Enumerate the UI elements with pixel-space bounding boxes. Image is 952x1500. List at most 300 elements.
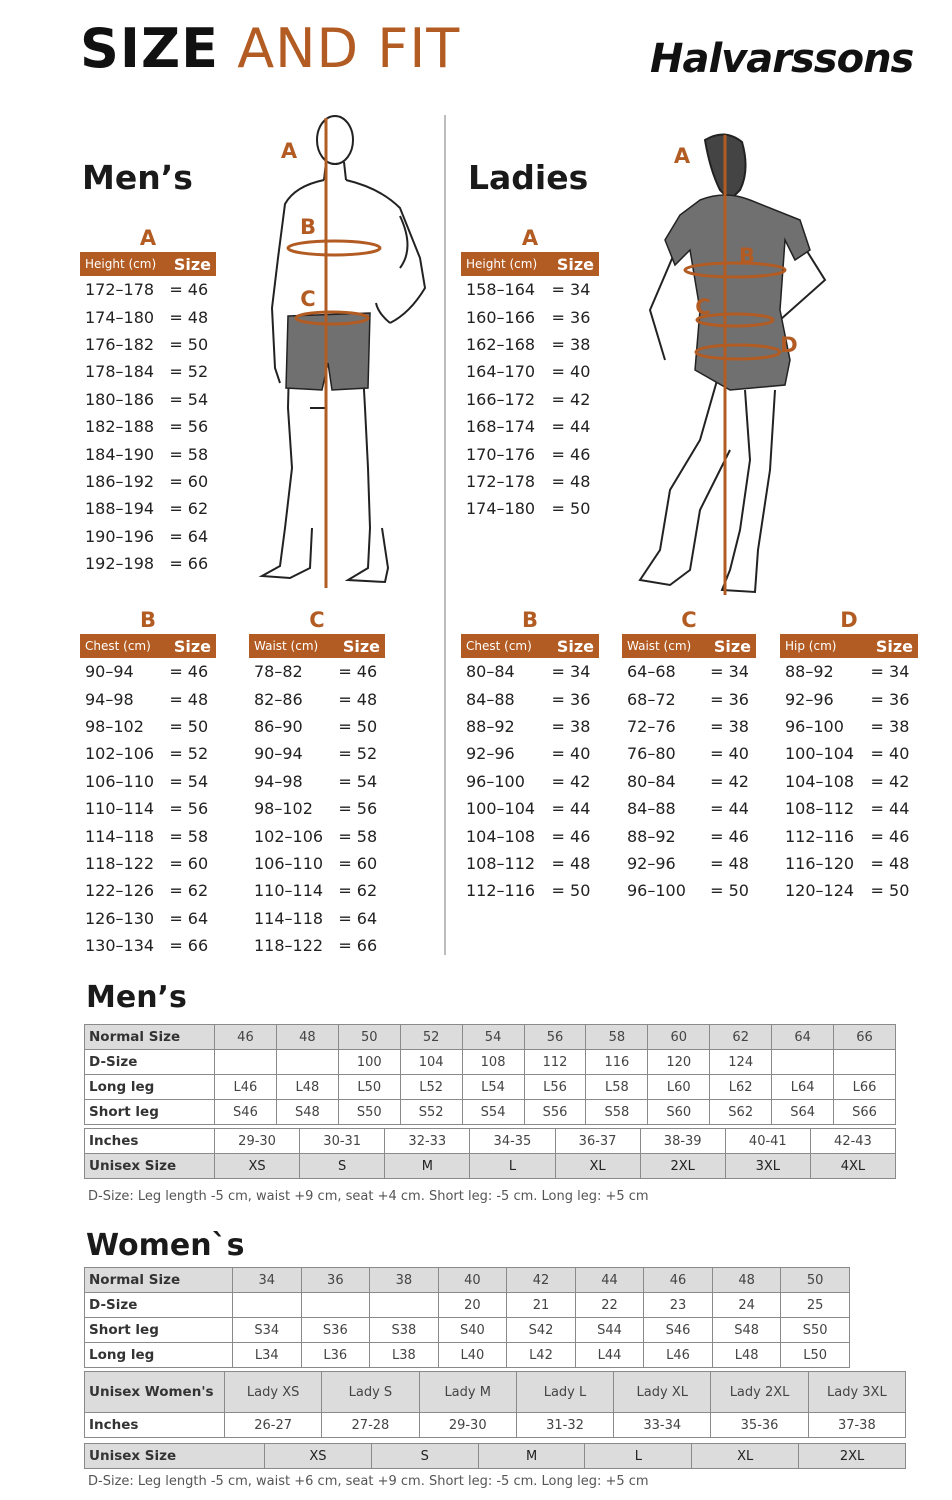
range-cell: 126–130 bbox=[85, 908, 155, 928]
table-header bbox=[80, 252, 216, 276]
grid-cell: S64 bbox=[772, 1100, 834, 1125]
size-cell: = 36 bbox=[551, 689, 591, 709]
range-cell: 100–104 bbox=[466, 799, 536, 819]
table-row bbox=[249, 713, 385, 740]
size-cell: = 50 bbox=[710, 881, 749, 901]
grid-cell: 34 bbox=[233, 1268, 302, 1293]
range-cell: 98–102 bbox=[254, 799, 313, 819]
mens-normal-row bbox=[85, 1025, 896, 1050]
range-cell: 114–118 bbox=[254, 908, 324, 928]
size-cell: = 52 bbox=[169, 362, 209, 382]
size-cell: = 64 bbox=[169, 908, 209, 928]
range-cell: 110–114 bbox=[85, 799, 155, 819]
size-cell: = 48 bbox=[169, 689, 209, 709]
range-cell: 94–98 bbox=[85, 689, 134, 709]
grid-cell: XS bbox=[215, 1154, 300, 1179]
header-size: Size bbox=[173, 636, 211, 656]
grid-cell: 46 bbox=[644, 1268, 713, 1293]
size-cell: = 48 bbox=[551, 471, 591, 491]
table-row bbox=[461, 822, 599, 849]
grid-cell: 30-31 bbox=[300, 1129, 385, 1154]
mens-grid-heading: Men’s bbox=[86, 980, 187, 1015]
grid-cell: S38 bbox=[370, 1318, 439, 1343]
grid-cell: 34-35 bbox=[470, 1129, 555, 1154]
range-cell: 120–124 bbox=[785, 881, 855, 901]
table-row bbox=[80, 523, 216, 550]
grid-cell: 112 bbox=[524, 1050, 586, 1075]
table-row bbox=[80, 795, 216, 822]
range-cell: 84–88 bbox=[627, 799, 676, 819]
mens-short-row bbox=[85, 1100, 896, 1125]
grid-cell: S bbox=[371, 1444, 478, 1469]
row-label: D-Size bbox=[85, 1050, 215, 1075]
grid-cell: S56 bbox=[524, 1100, 586, 1125]
title-light: AND FIT bbox=[237, 17, 461, 80]
womens-unisex-women-row bbox=[85, 1372, 906, 1413]
table-row bbox=[249, 685, 385, 712]
grid-cell: M bbox=[385, 1154, 470, 1179]
table-row bbox=[249, 658, 385, 685]
grid-cell: 38 bbox=[370, 1268, 439, 1293]
grid-cell: Lady XS bbox=[225, 1372, 322, 1413]
header-size: Size bbox=[875, 636, 913, 656]
ladies-height-table bbox=[461, 226, 599, 523]
table-row bbox=[461, 740, 599, 767]
mens-footnote: D-Size: Leg length -5 cm, waist +9 cm, seat +4 cm. Short leg: -5 cm. Long leg: +5 cm bbox=[88, 1189, 649, 1204]
table-header bbox=[249, 634, 385, 658]
range-cell: 172–178 bbox=[466, 471, 536, 491]
table-row bbox=[249, 877, 385, 904]
grid-cell: L54 bbox=[462, 1075, 524, 1100]
size-cell: = 62 bbox=[338, 881, 378, 901]
grid-cell: 32-33 bbox=[385, 1129, 470, 1154]
grid-cell: 120 bbox=[648, 1050, 710, 1075]
table-header bbox=[622, 634, 756, 658]
range-cell: 94–98 bbox=[254, 771, 303, 791]
range-cell: 118–122 bbox=[85, 853, 155, 873]
range-cell: 92–96 bbox=[785, 689, 834, 709]
range-cell: 92–96 bbox=[466, 744, 515, 764]
range-cell: 72–76 bbox=[627, 716, 676, 736]
grid-cell bbox=[370, 1293, 439, 1318]
header-size: Size bbox=[556, 636, 594, 656]
table-row bbox=[461, 685, 599, 712]
range-cell: 106–110 bbox=[85, 771, 155, 791]
range-cell: 192–198 bbox=[85, 554, 155, 574]
table-row bbox=[461, 877, 599, 904]
table-row bbox=[780, 768, 918, 795]
grid-cell: 62 bbox=[710, 1025, 772, 1050]
table-row bbox=[622, 740, 756, 767]
grid-cell: S bbox=[300, 1154, 385, 1179]
size-cell: = 34 bbox=[870, 662, 910, 682]
size-cell: = 46 bbox=[338, 662, 378, 682]
range-cell: 108–112 bbox=[466, 853, 536, 873]
size-cell: = 36 bbox=[710, 689, 749, 709]
grid-cell: L40 bbox=[438, 1343, 507, 1368]
range-cell: 112–116 bbox=[466, 881, 536, 901]
table-row bbox=[80, 768, 216, 795]
size-cell: = 48 bbox=[870, 853, 910, 873]
grid-cell: 116 bbox=[586, 1050, 648, 1075]
table-row bbox=[780, 822, 918, 849]
grid-cell: 66 bbox=[834, 1025, 896, 1050]
size-cell: = 42 bbox=[551, 771, 591, 791]
grid-cell: L46 bbox=[215, 1075, 277, 1100]
grid-cell: L34 bbox=[233, 1343, 302, 1368]
grid-cell: S46 bbox=[644, 1318, 713, 1343]
men-figure-letter-a: A bbox=[280, 139, 298, 163]
table-row bbox=[461, 440, 599, 467]
ladies-figure-letter-b: B bbox=[738, 244, 755, 268]
grid-cell: Lady 3XL bbox=[808, 1372, 905, 1413]
womens-size-grid bbox=[84, 1267, 850, 1368]
range-cell: 64–68 bbox=[627, 662, 676, 682]
column-divider bbox=[444, 115, 446, 955]
grid-cell bbox=[276, 1050, 338, 1075]
table-row bbox=[249, 822, 385, 849]
range-cell: 122–126 bbox=[85, 881, 155, 901]
row-label: Inches bbox=[85, 1129, 215, 1154]
grid-cell: L bbox=[470, 1154, 555, 1179]
size-cell: = 52 bbox=[338, 744, 378, 764]
size-cell: = 38 bbox=[710, 716, 749, 736]
grid-cell: 58 bbox=[586, 1025, 648, 1050]
size-cell: = 42 bbox=[710, 771, 749, 791]
grid-cell bbox=[772, 1050, 834, 1075]
size-cell: = 66 bbox=[169, 554, 209, 574]
grid-cell: 46 bbox=[215, 1025, 277, 1050]
table-header bbox=[780, 634, 918, 658]
grid-cell: 22 bbox=[575, 1293, 644, 1318]
table-row bbox=[249, 932, 385, 959]
row-label: Inches bbox=[85, 1413, 225, 1438]
ladies-hip-table bbox=[780, 608, 918, 905]
size-cell: = 34 bbox=[710, 662, 749, 682]
mens-size-grid-lower bbox=[84, 1128, 896, 1179]
page-title bbox=[80, 17, 461, 80]
size-cell: = 50 bbox=[169, 716, 209, 736]
size-cell: = 60 bbox=[338, 853, 378, 873]
men-figure-illustration bbox=[250, 108, 440, 593]
grid-cell: Lady 2XL bbox=[711, 1372, 808, 1413]
range-cell: 166–172 bbox=[466, 389, 536, 409]
range-cell: 190–196 bbox=[85, 526, 155, 546]
table-row bbox=[80, 713, 216, 740]
size-cell: = 56 bbox=[169, 799, 209, 819]
table-row bbox=[80, 905, 216, 932]
size-cell: = 64 bbox=[169, 526, 209, 546]
size-cell: = 66 bbox=[169, 936, 209, 956]
grid-cell: 31-32 bbox=[516, 1413, 613, 1438]
size-cell: = 40 bbox=[551, 744, 591, 764]
grid-cell: S48 bbox=[712, 1318, 781, 1343]
size-cell: = 48 bbox=[338, 689, 378, 709]
row-label: Long leg bbox=[85, 1343, 233, 1368]
grid-cell: S66 bbox=[834, 1100, 896, 1125]
grid-cell: XS bbox=[265, 1444, 372, 1469]
range-cell: 118–122 bbox=[254, 936, 324, 956]
size-cell: = 40 bbox=[710, 744, 749, 764]
size-cell: = 38 bbox=[870, 716, 910, 736]
table-row bbox=[80, 932, 216, 959]
grid-cell: L38 bbox=[370, 1343, 439, 1368]
grid-cell: S48 bbox=[276, 1100, 338, 1125]
size-cell: = 50 bbox=[551, 499, 591, 519]
size-cell: = 50 bbox=[338, 716, 378, 736]
grid-cell: L58 bbox=[586, 1075, 648, 1100]
mens-long-row bbox=[85, 1075, 896, 1100]
range-cell: 102–106 bbox=[254, 826, 324, 846]
mens-unisex-row bbox=[85, 1154, 896, 1179]
table-row bbox=[622, 850, 756, 877]
size-cell: = 36 bbox=[551, 307, 591, 327]
size-cell: = 42 bbox=[551, 389, 591, 409]
ladies-heading: Ladies bbox=[468, 158, 589, 197]
table-row bbox=[249, 905, 385, 932]
grid-cell: 50 bbox=[338, 1025, 400, 1050]
ladies-figure-letter-a: A bbox=[673, 144, 691, 168]
grid-cell: L48 bbox=[276, 1075, 338, 1100]
size-cell: = 64 bbox=[338, 908, 378, 928]
grid-cell: 26-27 bbox=[225, 1413, 322, 1438]
womens-unisex-row bbox=[85, 1444, 906, 1469]
table-row bbox=[622, 877, 756, 904]
womens-dsize-row bbox=[85, 1293, 850, 1318]
grid-cell: 38-39 bbox=[640, 1129, 725, 1154]
range-cell: 158–164 bbox=[466, 280, 536, 300]
range-cell: 130–134 bbox=[85, 936, 155, 956]
grid-cell: S54 bbox=[462, 1100, 524, 1125]
range-cell: 82–86 bbox=[254, 689, 303, 709]
grid-cell: L64 bbox=[772, 1075, 834, 1100]
size-cell: = 46 bbox=[169, 280, 209, 300]
womens-footnote: D-Size: Leg length -5 cm, waist +6 cm, seat +9 cm. Short leg: -5 cm. Long leg: +5 cm bbox=[88, 1474, 649, 1489]
size-cell: = 54 bbox=[338, 771, 378, 791]
row-label: Normal Size bbox=[85, 1268, 233, 1293]
grid-cell: 60 bbox=[648, 1025, 710, 1050]
table-row bbox=[249, 850, 385, 877]
size-cell: = 56 bbox=[338, 799, 378, 819]
table-row bbox=[80, 850, 216, 877]
grid-cell: S36 bbox=[301, 1318, 370, 1343]
range-cell: 164–170 bbox=[466, 362, 536, 382]
table-row bbox=[461, 358, 599, 385]
grid-cell: L36 bbox=[301, 1343, 370, 1368]
range-cell: 170–176 bbox=[466, 444, 536, 464]
size-cell: = 58 bbox=[169, 444, 209, 464]
size-cell: = 50 bbox=[169, 334, 209, 354]
ladies-figure-illustration bbox=[630, 130, 840, 600]
grid-cell: 42-43 bbox=[810, 1129, 895, 1154]
table-row bbox=[80, 877, 216, 904]
grid-cell: L50 bbox=[781, 1343, 850, 1368]
grid-cell: 52 bbox=[400, 1025, 462, 1050]
ladies-figure-letter-c: C bbox=[695, 295, 711, 319]
size-cell: = 46 bbox=[870, 826, 910, 846]
size-cell: = 62 bbox=[169, 881, 209, 901]
grid-cell: 2XL bbox=[640, 1154, 725, 1179]
size-cell: = 46 bbox=[551, 826, 591, 846]
size-cell: = 48 bbox=[710, 853, 749, 873]
range-cell: 174–180 bbox=[466, 499, 536, 519]
grid-cell: S58 bbox=[586, 1100, 648, 1125]
grid-cell bbox=[301, 1293, 370, 1318]
size-cell: = 52 bbox=[169, 744, 209, 764]
size-cell: = 44 bbox=[551, 799, 591, 819]
grid-cell: 108 bbox=[462, 1050, 524, 1075]
size-cell: = 54 bbox=[169, 771, 209, 791]
range-cell: 186–192 bbox=[85, 471, 155, 491]
table-row bbox=[80, 685, 216, 712]
row-label: Normal Size bbox=[85, 1025, 215, 1050]
womens-grid-heading: Women`s bbox=[86, 1228, 245, 1263]
table-header bbox=[80, 634, 216, 658]
table-row bbox=[80, 495, 216, 522]
grid-cell: XL bbox=[692, 1444, 799, 1469]
size-cell: = 60 bbox=[169, 471, 209, 491]
range-cell: 86–90 bbox=[254, 716, 303, 736]
table-row bbox=[780, 685, 918, 712]
table-row bbox=[622, 768, 756, 795]
size-cell: = 58 bbox=[169, 826, 209, 846]
row-label: Unisex Women's bbox=[85, 1372, 225, 1413]
table-row bbox=[80, 386, 216, 413]
table-letter: A bbox=[521, 226, 539, 250]
table-row bbox=[80, 358, 216, 385]
size-cell: = 40 bbox=[870, 744, 910, 764]
grid-cell: Lady XL bbox=[614, 1372, 711, 1413]
grid-cell: XL bbox=[555, 1154, 640, 1179]
table-row bbox=[622, 658, 756, 685]
table-row bbox=[780, 877, 918, 904]
range-cell: 90–94 bbox=[254, 744, 303, 764]
table-row bbox=[80, 822, 216, 849]
mens-inches-row bbox=[85, 1129, 896, 1154]
range-cell: 114–118 bbox=[85, 826, 155, 846]
grid-cell: 35-36 bbox=[711, 1413, 808, 1438]
size-cell: = 34 bbox=[551, 280, 591, 300]
table-row bbox=[622, 822, 756, 849]
size-cell: = 44 bbox=[870, 799, 910, 819]
table-letter: C bbox=[309, 608, 325, 632]
header-measure: Hip (cm) bbox=[785, 639, 837, 653]
grid-cell: S62 bbox=[710, 1100, 772, 1125]
table-row bbox=[461, 768, 599, 795]
range-cell: 172–178 bbox=[85, 280, 155, 300]
grid-cell: M bbox=[478, 1444, 585, 1469]
grid-cell: 44 bbox=[575, 1268, 644, 1293]
grid-cell: L44 bbox=[575, 1343, 644, 1368]
grid-cell: 29-30 bbox=[215, 1129, 300, 1154]
header-measure: Chest (cm) bbox=[466, 639, 532, 653]
range-cell: 176–182 bbox=[85, 334, 155, 354]
grid-cell: 36 bbox=[301, 1268, 370, 1293]
grid-cell: 27-28 bbox=[322, 1413, 419, 1438]
grid-cell: L52 bbox=[400, 1075, 462, 1100]
grid-cell: 40 bbox=[438, 1268, 507, 1293]
range-cell: 104–108 bbox=[785, 771, 855, 791]
size-cell: = 58 bbox=[338, 826, 378, 846]
mens-dsize-row bbox=[85, 1050, 896, 1075]
grid-cell: 100 bbox=[338, 1050, 400, 1075]
table-row bbox=[80, 413, 216, 440]
row-label: Short leg bbox=[85, 1100, 215, 1125]
table-letter: D bbox=[840, 608, 858, 632]
grid-cell: S44 bbox=[575, 1318, 644, 1343]
grid-cell: 20 bbox=[438, 1293, 507, 1318]
range-cell: 88–92 bbox=[785, 662, 834, 682]
header-size: Size bbox=[342, 636, 380, 656]
grid-cell: 36-37 bbox=[555, 1129, 640, 1154]
range-cell: 174–180 bbox=[85, 307, 155, 327]
grid-cell: Lady M bbox=[419, 1372, 516, 1413]
grid-cell: 33-34 bbox=[614, 1413, 711, 1438]
grid-cell: Lady S bbox=[322, 1372, 419, 1413]
table-row bbox=[622, 795, 756, 822]
size-cell: = 44 bbox=[710, 799, 749, 819]
grid-cell: S34 bbox=[233, 1318, 302, 1343]
table-row bbox=[461, 795, 599, 822]
table-row bbox=[780, 850, 918, 877]
mens-size-grid bbox=[84, 1024, 896, 1125]
table-header bbox=[461, 252, 599, 276]
table-row bbox=[461, 413, 599, 440]
grid-cell: S42 bbox=[507, 1318, 576, 1343]
header-measure: Waist (cm) bbox=[254, 639, 319, 653]
size-cell: = 44 bbox=[551, 417, 591, 437]
table-letter: B bbox=[521, 608, 538, 632]
grid-cell: L46 bbox=[644, 1343, 713, 1368]
ladies-chest-table bbox=[461, 608, 599, 905]
table-row bbox=[780, 658, 918, 685]
range-cell: 84–88 bbox=[466, 689, 515, 709]
grid-cell: 48 bbox=[712, 1268, 781, 1293]
ladies-figure-letter-d: D bbox=[780, 333, 798, 357]
size-cell: = 46 bbox=[551, 444, 591, 464]
range-cell: 160–166 bbox=[466, 307, 536, 327]
range-cell: 96–100 bbox=[627, 881, 686, 901]
table-row bbox=[461, 303, 599, 330]
grid-cell: 4XL bbox=[810, 1154, 895, 1179]
womens-long-row bbox=[85, 1343, 850, 1368]
size-cell: = 62 bbox=[169, 499, 209, 519]
grid-cell: L48 bbox=[712, 1343, 781, 1368]
range-cell: 162–168 bbox=[466, 334, 536, 354]
grid-cell: 37-38 bbox=[808, 1413, 905, 1438]
table-letter: A bbox=[139, 226, 157, 250]
row-label: Unisex Size bbox=[85, 1154, 215, 1179]
range-cell: 100–104 bbox=[785, 744, 855, 764]
grid-cell: 124 bbox=[710, 1050, 772, 1075]
men-figure-letter-c: C bbox=[300, 287, 316, 311]
grid-cell: 64 bbox=[772, 1025, 834, 1050]
range-cell: 76–80 bbox=[627, 744, 676, 764]
grid-cell: 25 bbox=[781, 1293, 850, 1318]
header-measure: Height (cm) bbox=[466, 257, 538, 271]
table-row bbox=[461, 495, 599, 522]
header-measure: Waist (cm) bbox=[627, 639, 692, 653]
header-measure: Height (cm) bbox=[85, 257, 157, 271]
grid-cell: 54 bbox=[462, 1025, 524, 1050]
mens-heading: Men’s bbox=[82, 158, 193, 197]
grid-cell: S52 bbox=[400, 1100, 462, 1125]
table-row bbox=[80, 303, 216, 330]
size-cell: = 38 bbox=[551, 334, 591, 354]
table-row bbox=[622, 685, 756, 712]
table-row bbox=[461, 276, 599, 303]
womens-inches-row bbox=[85, 1413, 906, 1438]
